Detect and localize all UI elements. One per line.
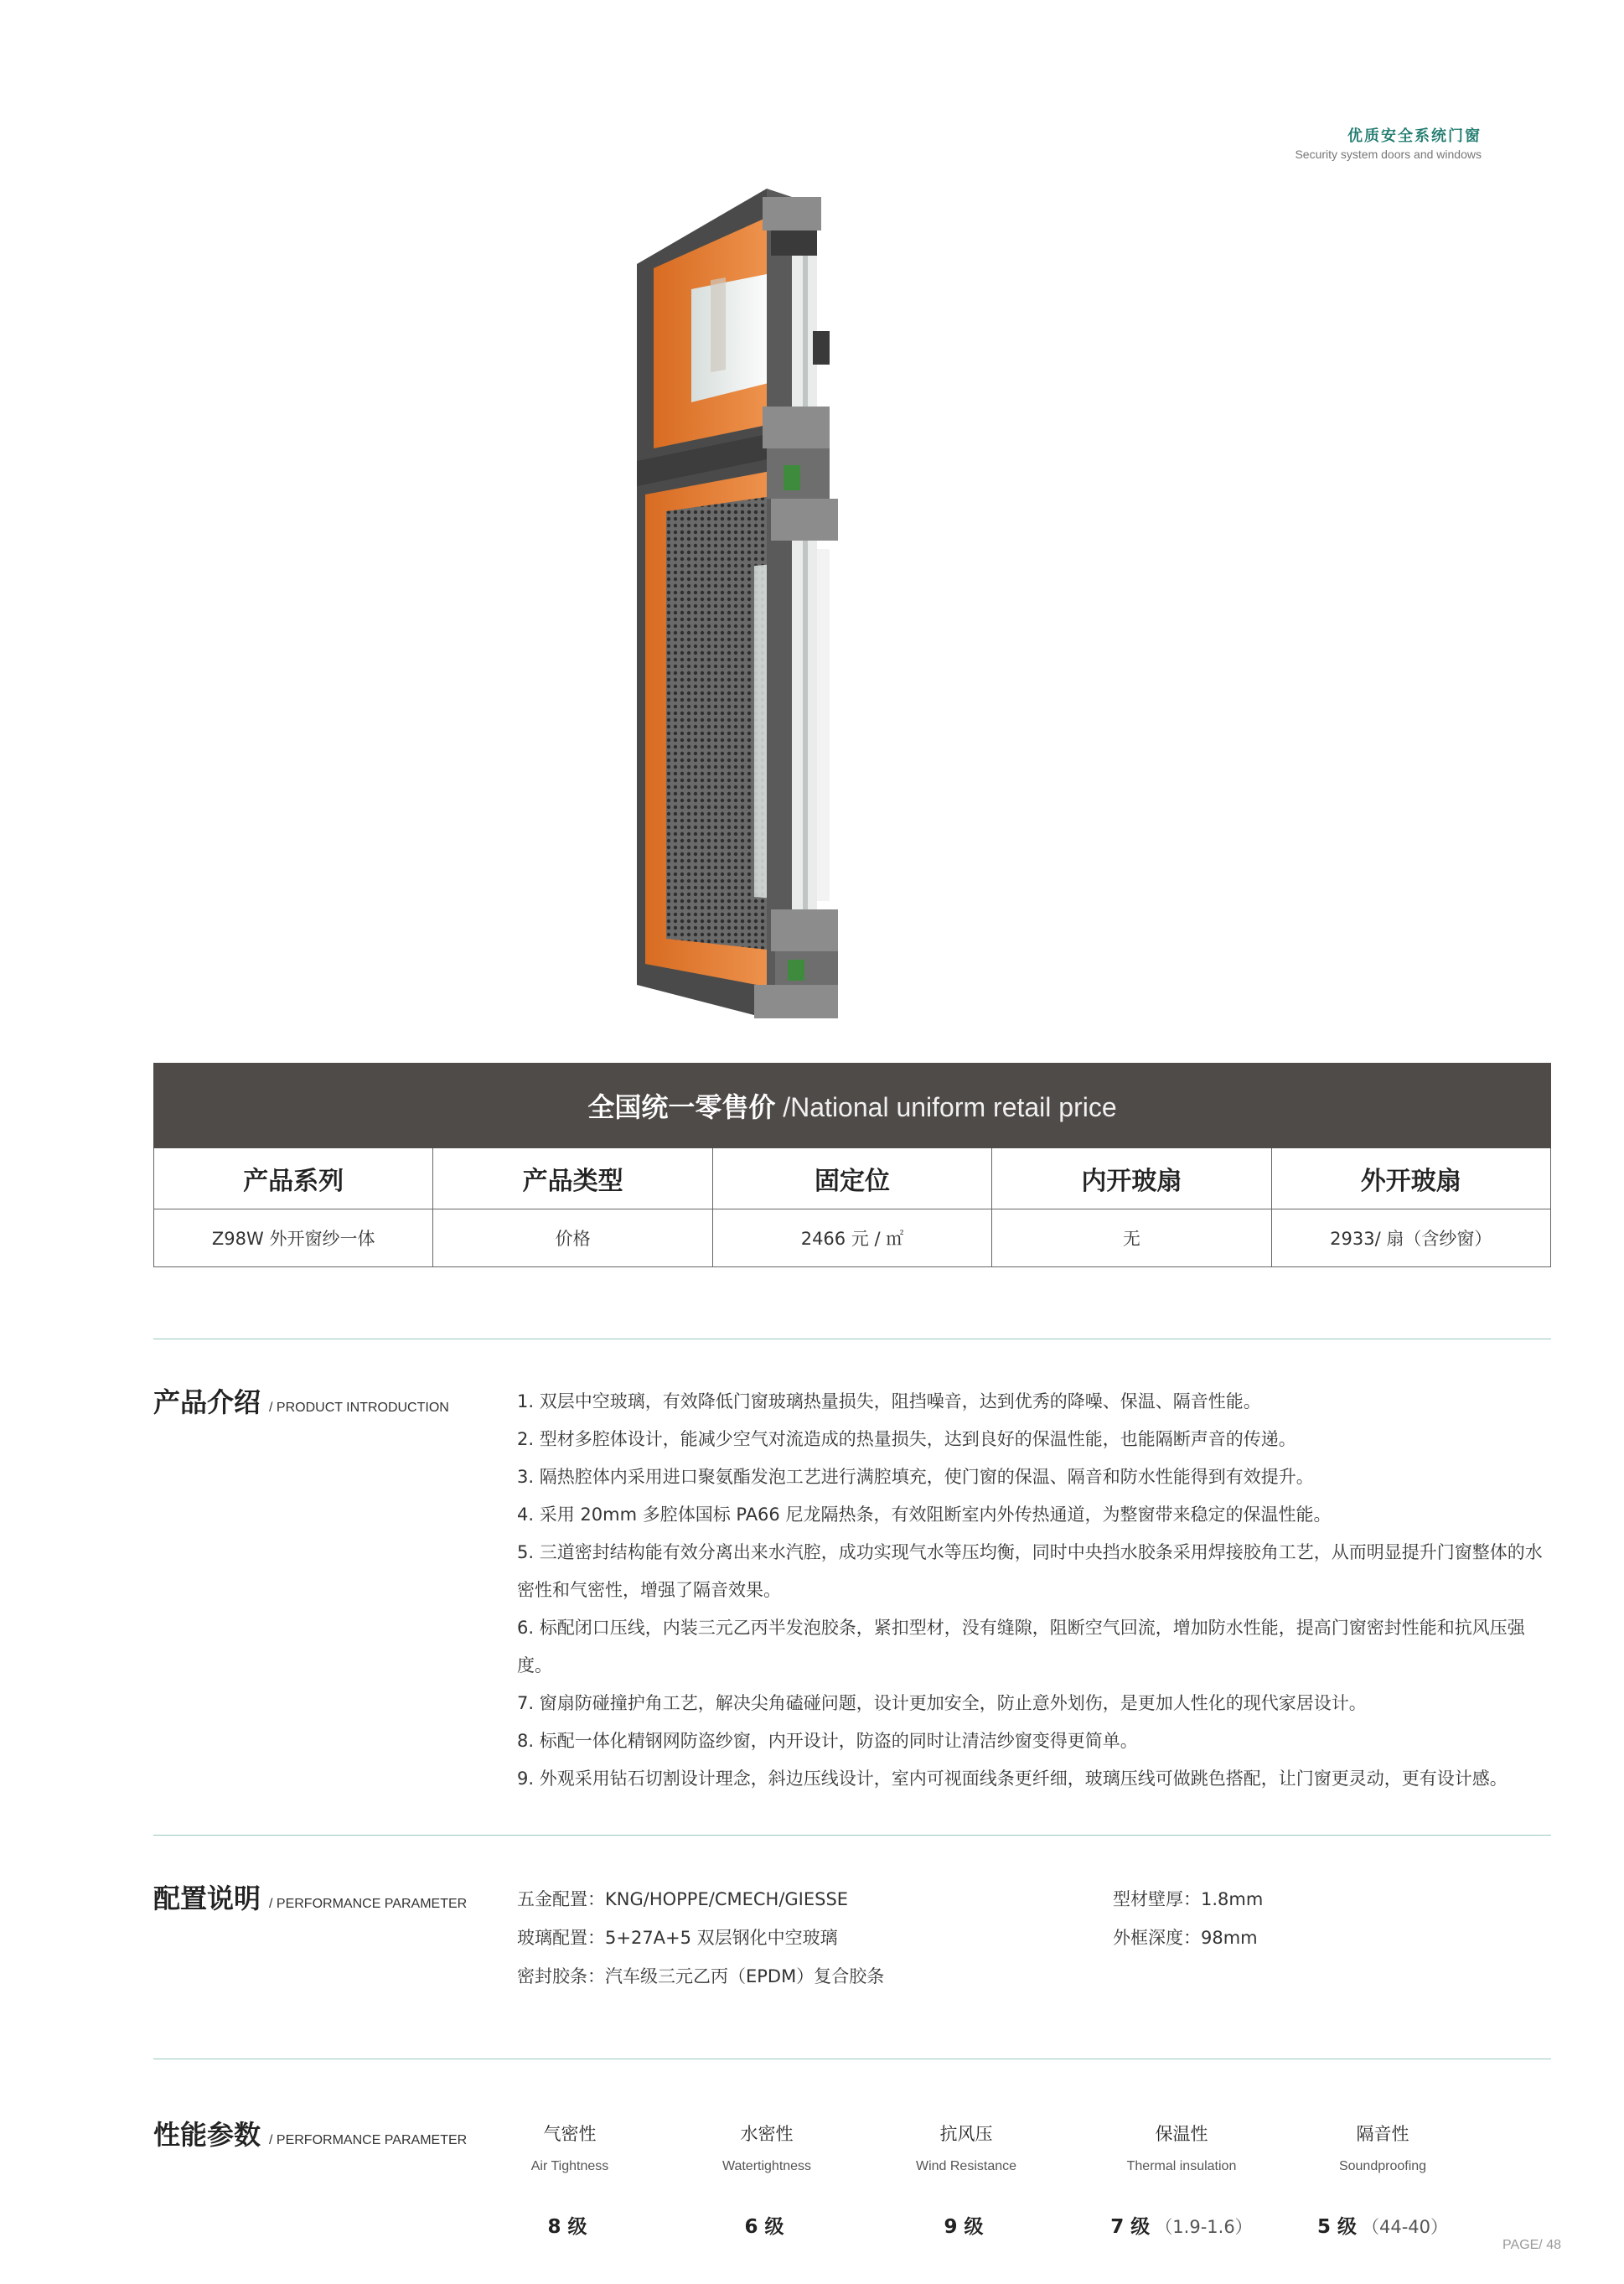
perf-label: 水密性 [740, 2124, 794, 2144]
perf-value [874, 2211, 1058, 2239]
perf-value [675, 2211, 859, 2239]
upper-glass [691, 272, 775, 402]
perf-soundproofing [1282, 2121, 1483, 2239]
perf-note: （1.9-1.6） [1155, 2217, 1253, 2237]
perf-label: 气密性 [543, 2124, 597, 2144]
config-hardware: 五金配置：KNG/HOPPE/CMECH/GIESSE [517, 1889, 849, 1909]
price-banner-en: /National uniform retail price [775, 1092, 1117, 1122]
config-thickness: 型材壁厚：1.8mm [1113, 1889, 1264, 1909]
cell-type: 价格 [433, 1209, 712, 1267]
price-table [153, 1063, 1551, 1267]
list-item: 1. 双层中空玻璃，有效降低门窗玻璃热量损失，阻挡噪音，达到优秀的降噪、保温、隔音性能。 [517, 1391, 1261, 1411]
header-type: 产品类型 [433, 1148, 712, 1209]
intro-list [517, 1383, 1556, 1798]
config-title [153, 1877, 467, 1916]
perf-watertightness [675, 2121, 859, 2239]
cell-outward-sash: 2933/ 扇（含纱窗） [1271, 1209, 1550, 1267]
perf-label: 抗风压 [939, 2124, 993, 2144]
perf-label-en: Thermal insulation [1126, 2159, 1237, 2173]
config-seal: 密封胶条：汽车级三元乙丙（EPDM）复合胶条 [517, 1966, 885, 1986]
cell-fixed: 2466 元 / ㎡ [712, 1209, 991, 1267]
perf-label-en: Wind Resistance [915, 2159, 1017, 2173]
perf-label-en: Soundproofing [1338, 2159, 1427, 2173]
list-item: 2. 型材多腔体设计，能减少空气对流造成的热量损失，达到良好的保温性能，也能隔断声音的传递。 [517, 1429, 1296, 1449]
header-series: 产品系列 [154, 1148, 433, 1209]
perf-wind-resistance [874, 2121, 1058, 2239]
perf-grade: 9 级 [944, 2216, 984, 2238]
table-row [154, 1209, 1551, 1267]
list-item: 3. 隔热腔体内采用进口聚氨酯发泡工艺进行满腔填充，使门窗的保温、隔音和防水性能得到有效提升。 [517, 1467, 1314, 1487]
performance-title [153, 2114, 467, 2152]
perf-grade: 7 级 [1110, 2216, 1151, 2238]
config-depth: 外框深度：98mm [1113, 1928, 1258, 1948]
brand-title: 优质安全系统门窗 [1347, 127, 1482, 145]
config-title-en: / PERFORMANCE PARAMETER [269, 1897, 468, 1911]
perf-label-en: Watertightness [721, 2159, 812, 2173]
list-item: 8. 标配一体化精钢网防盗纱窗，内开设计，防盗的同时让清洁纱窗变得更简单。 [517, 1731, 1138, 1751]
brand-subtitle: Security system doors and windows [1295, 148, 1482, 161]
perf-grade: 6 级 [744, 2216, 784, 2238]
list-item: 5. 三道密封结构能有效分离出来水汽腔，成功实现气水等压均衡，同时中央挡水胶条采用焊接胶角工艺，从而明显提升门窗整体的水密性和气密性，增强了隔音效果。 [517, 1542, 1543, 1600]
perf-grade: 8 级 [547, 2216, 587, 2238]
perf-grade: 5 级 [1316, 2216, 1357, 2238]
header-outward-sash: 外开玻扇 [1271, 1148, 1550, 1209]
list-item: 9. 外观采用钻石切割设计理念，斜边压线设计，室内可视面线条更纤细，玻璃压线可做跳色搭配，让门窗更灵动，更有设计感。 [517, 1769, 1508, 1789]
intro-title-cn: 产品介绍 [153, 1386, 261, 1418]
header-inward-sash: 内开玻扇 [992, 1148, 1271, 1209]
cell-inward-sash: 无 [992, 1209, 1271, 1267]
perf-value [1081, 2211, 1282, 2239]
perf-label: 隔音性 [1356, 2124, 1409, 2144]
list-item: 7. 窗扇防碰撞护角工艺，解决尖角磕碰问题，设计更加安全，防止意外划伤，是更加人性化的现代家居设计。 [517, 1693, 1367, 1713]
intro-title [153, 1381, 449, 1420]
intro-title-en: / PRODUCT INTRODUCTION [269, 1401, 449, 1415]
price-banner-cn: 全国统一零售价 [587, 1091, 776, 1123]
price-banner [154, 1064, 1551, 1148]
window-profile-illustration [612, 180, 930, 1035]
perf-air-tightness [478, 2121, 662, 2239]
perf-value [478, 2211, 662, 2239]
performance-title-en: / PERFORMANCE PARAMETER [269, 2133, 468, 2147]
perf-label: 保温性 [1155, 2124, 1208, 2144]
config-title-cn: 配置说明 [153, 1883, 261, 1914]
perf-value [1282, 2211, 1483, 2239]
perf-thermal-insulation [1081, 2121, 1282, 2239]
config-glass: 玻璃配置：5+27A+5 双层钢化中空玻璃 [517, 1928, 838, 1948]
list-item: 6. 标配闭口压线，内装三元乙丙半发泡胶条，紧扣型材，没有缝隙，阻断空气回流，增加防水性能，提高门窗密封性能和抗风压强度。 [517, 1618, 1525, 1675]
perf-note: （44-40） [1361, 2217, 1449, 2237]
page-number: PAGE/ 48 [1502, 2238, 1561, 2252]
header-fixed: 固定位 [712, 1148, 991, 1209]
cell-series: Z98W 外开窗纱一体 [154, 1209, 433, 1267]
divider [153, 1835, 1551, 1836]
list-item: 4. 采用 20mm 多腔体国标 PA66 尼龙隔热条，有效阻断室内外传热通道，为整窗带来稳定的保温性能。 [517, 1505, 1332, 1525]
performance-title-cn: 性能参数 [153, 2119, 261, 2151]
perf-label-en: Air Tightness [530, 2159, 609, 2173]
